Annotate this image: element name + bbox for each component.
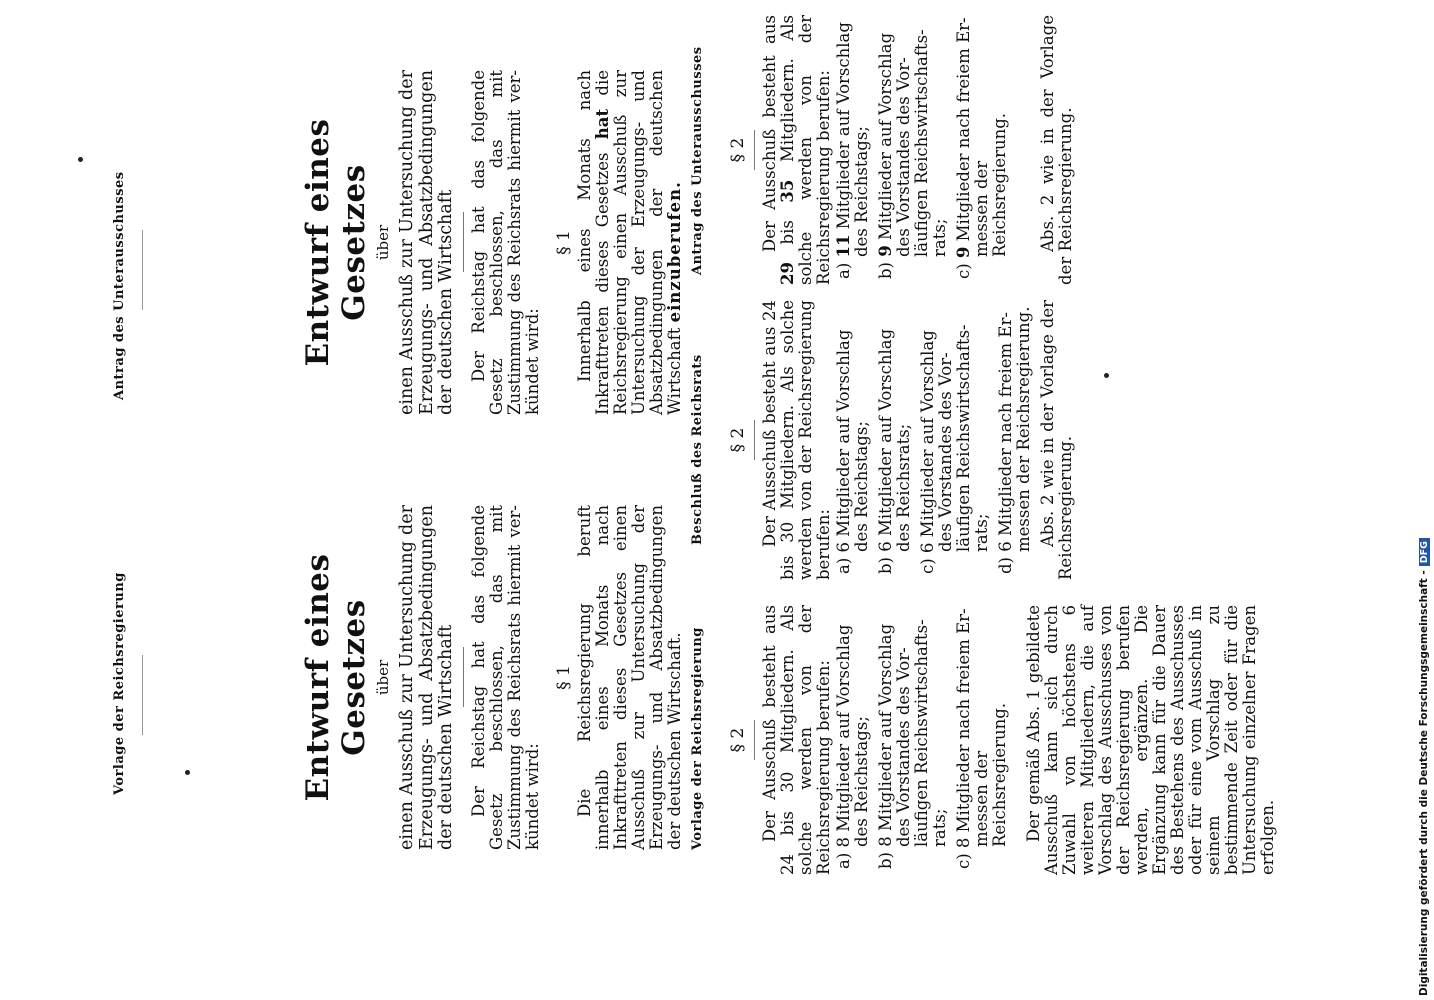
col2 (728, 300, 1075, 580)
header-right-top: Antrag des Unterausschusses (112, 171, 127, 400)
col2-item-a: a) 6 Mitglieder auf Vorschlag des Reichstags; (834, 329, 871, 574)
dfg-logo: DFG (1419, 538, 1430, 566)
col1 (728, 605, 1277, 875)
right-s1-text-b: die Reichsregierung einen Ausschuß zur Untersuchung der Erzeugungs- und Absatzbedingungen der deutschen Wirtschaft (592, 70, 684, 415)
col2-para2: Abs. 2 wie in der Vorlage der Reichsregierung. (1038, 300, 1075, 580)
dfg-attribution-label: Digitalisierung gefördert durch die Deutsche Forschungsgemeinschaft - (1418, 570, 1430, 996)
header-col2: Beschluß des Reichsrats (690, 354, 705, 545)
col3-para2: Abs. 2 wie in der Vorlage der Reichsregierung. (1038, 15, 1075, 285)
header-left-top: Vorlage der Reichsregierung (112, 572, 127, 795)
col2-item-d: d) 6 Mitglieder nach freiem Ermessen der Reichsregierung. (996, 306, 1033, 574)
ink-dot (185, 770, 190, 775)
header-rule-left (142, 655, 143, 735)
col3 (728, 15, 1075, 285)
col2-item-c: c) 6 Mitglieder auf Vorschlag des Vorstandes des Vorläufigen Reichswirtschaftsrats; (918, 324, 991, 574)
left-s1-heading: § 1 (553, 665, 574, 690)
col3-item-c-post: Mitglieder nach freiem Ermessen der Reichsregierung. (954, 17, 1009, 257)
col1-item-c: c) 8 Mitglieder nach freiem Ermessen der Reichsregierung. (954, 608, 1009, 869)
right-block (300, 70, 684, 415)
header-col1: Vorlage der Reichsregierung (690, 627, 705, 850)
col3-intro-n2: 35 (778, 179, 797, 203)
col2-item-b: b) 6 Mitglieder auf Vorschlag des Reichsrats; (876, 328, 913, 574)
col3-item-a (835, 15, 871, 285)
ink-dot (78, 157, 83, 162)
ink-dot (1104, 373, 1109, 378)
right-s1-text-a: Innerhalb eines Monats nach Inkrafttreten dieses Gesetzes (574, 70, 612, 415)
right-s1-bold-b: einzuberufen. (664, 181, 684, 323)
col3-item-b (877, 15, 949, 285)
left-ueber: über (374, 659, 392, 696)
col3-item-b-post: Mitglieder auf Vorschlag des Vorstandes des Vorläufigen Reichswirtschaftsrats; (876, 29, 949, 257)
col3-item-a-post: Mitglieder auf Vorschlag des Reichstags; (834, 22, 871, 257)
col3-item-b-pre: b) (876, 256, 895, 279)
col1-s2-heading: § 2 (728, 727, 748, 753)
col3-item-c-num: 9 (954, 246, 973, 259)
left-block (300, 505, 684, 850)
right-s1-bold-a: hat (592, 108, 612, 140)
col3-rule (754, 130, 755, 170)
col1-item-b: b) 8 Mitglieder auf Vorschlag des Vorstandes des Vorläufigen Reichswirtschaftsrats; (876, 619, 949, 869)
left-subject: einen Ausschuß zur Untersuchung der Erzeugungs- und Absatzbedingungen der deutschen Wirtschaft (397, 505, 456, 850)
col2-rule (754, 420, 755, 460)
col3-s2-heading: § 2 (728, 137, 748, 163)
col1-rule (754, 720, 755, 760)
col3-item-a-pre: a) (834, 257, 853, 279)
col3-item-a-num: 11 (834, 234, 853, 258)
col3-intro-b: bis (778, 202, 797, 263)
right-s1-text (576, 70, 684, 415)
left-s1-text: Die Reichsregierung beruft innerhalb eines Monats nach Inkrafttreten dieses Gesetzes einen Ausschuß zur Untersuchung der Erzeugungs- und Absatzbedingungen der deutschen Wirtschaft. (574, 505, 684, 850)
right-rule (463, 213, 464, 273)
left-preamble: Der Reichstag hat das folgende Gesetz beschlossen, das mit Zustimmung des Reichsrats hiermit verkündet wird: (468, 505, 542, 850)
col2-intro: Der Ausschuß besteht aus 24 bis 30 Mitgliedern. Als solche werden von der Reichsregierung berufen: (760, 300, 833, 580)
col3-item-c (955, 15, 1009, 285)
dfg-attribution-text (1418, 6, 1430, 996)
col3-intro-a: Der Ausschuß besteht aus (760, 15, 779, 252)
col3-intro (761, 15, 833, 285)
right-s1-heading: § 1 (553, 230, 574, 255)
header-col3: Antrag des Unterausschusses (690, 46, 705, 275)
dfg-attribution (1418, 6, 1434, 996)
right-subject: einen Ausschuß zur Untersuchung der Erzeugungs- und Absatzbedingungen der deutschen Wirtschaft (397, 70, 456, 415)
left-title: Entwurf eines Gesetzes (300, 553, 372, 802)
right-ueber: über (374, 224, 392, 261)
col1-para2: Der gemäß Abs. 1 gebildete Ausschuß kann sich durch Zuwahl von höchstens 6 weiteren Mitgliedern, die auf Vorschlag des Ausschusses von der Reichsregierung berufen werden, ergänzen. Die Ergänzung kann für die Dauer des Bestehens des Ausschusses oder für eine vom Ausschuß in seinem Vorschlag zu bestimmende Zeit oder für die Untersuchung einzelner Fragen erfolgen. (1024, 605, 1277, 875)
header-rule-right (142, 230, 143, 310)
col3-intro-c: Mitgliedern. Als solche werden von der Reichsregierung berufen: (778, 15, 833, 285)
col2-s2-heading: § 2 (728, 427, 748, 453)
right-preamble: Der Reichstag hat das folgende Gesetz beschlossen, das mit Zustimmung des Reichsrats hiermit verkündet wird: (468, 70, 542, 415)
col1-item-a: a) 8 Mitglieder auf Vorschlag des Reichstags; (834, 624, 871, 869)
right-title: Entwurf eines Gesetzes (300, 118, 372, 367)
col3-intro-n1: 29 (778, 262, 797, 285)
col3-item-b-num: 9 (876, 245, 895, 257)
left-rule (463, 648, 464, 708)
col1-intro: Der Ausschuß besteht aus 24 bis 30 Mitgliedern. Als solche werden von der Reichsregierung berufen: (760, 605, 833, 875)
col3-item-c-pre: c) (954, 258, 973, 279)
